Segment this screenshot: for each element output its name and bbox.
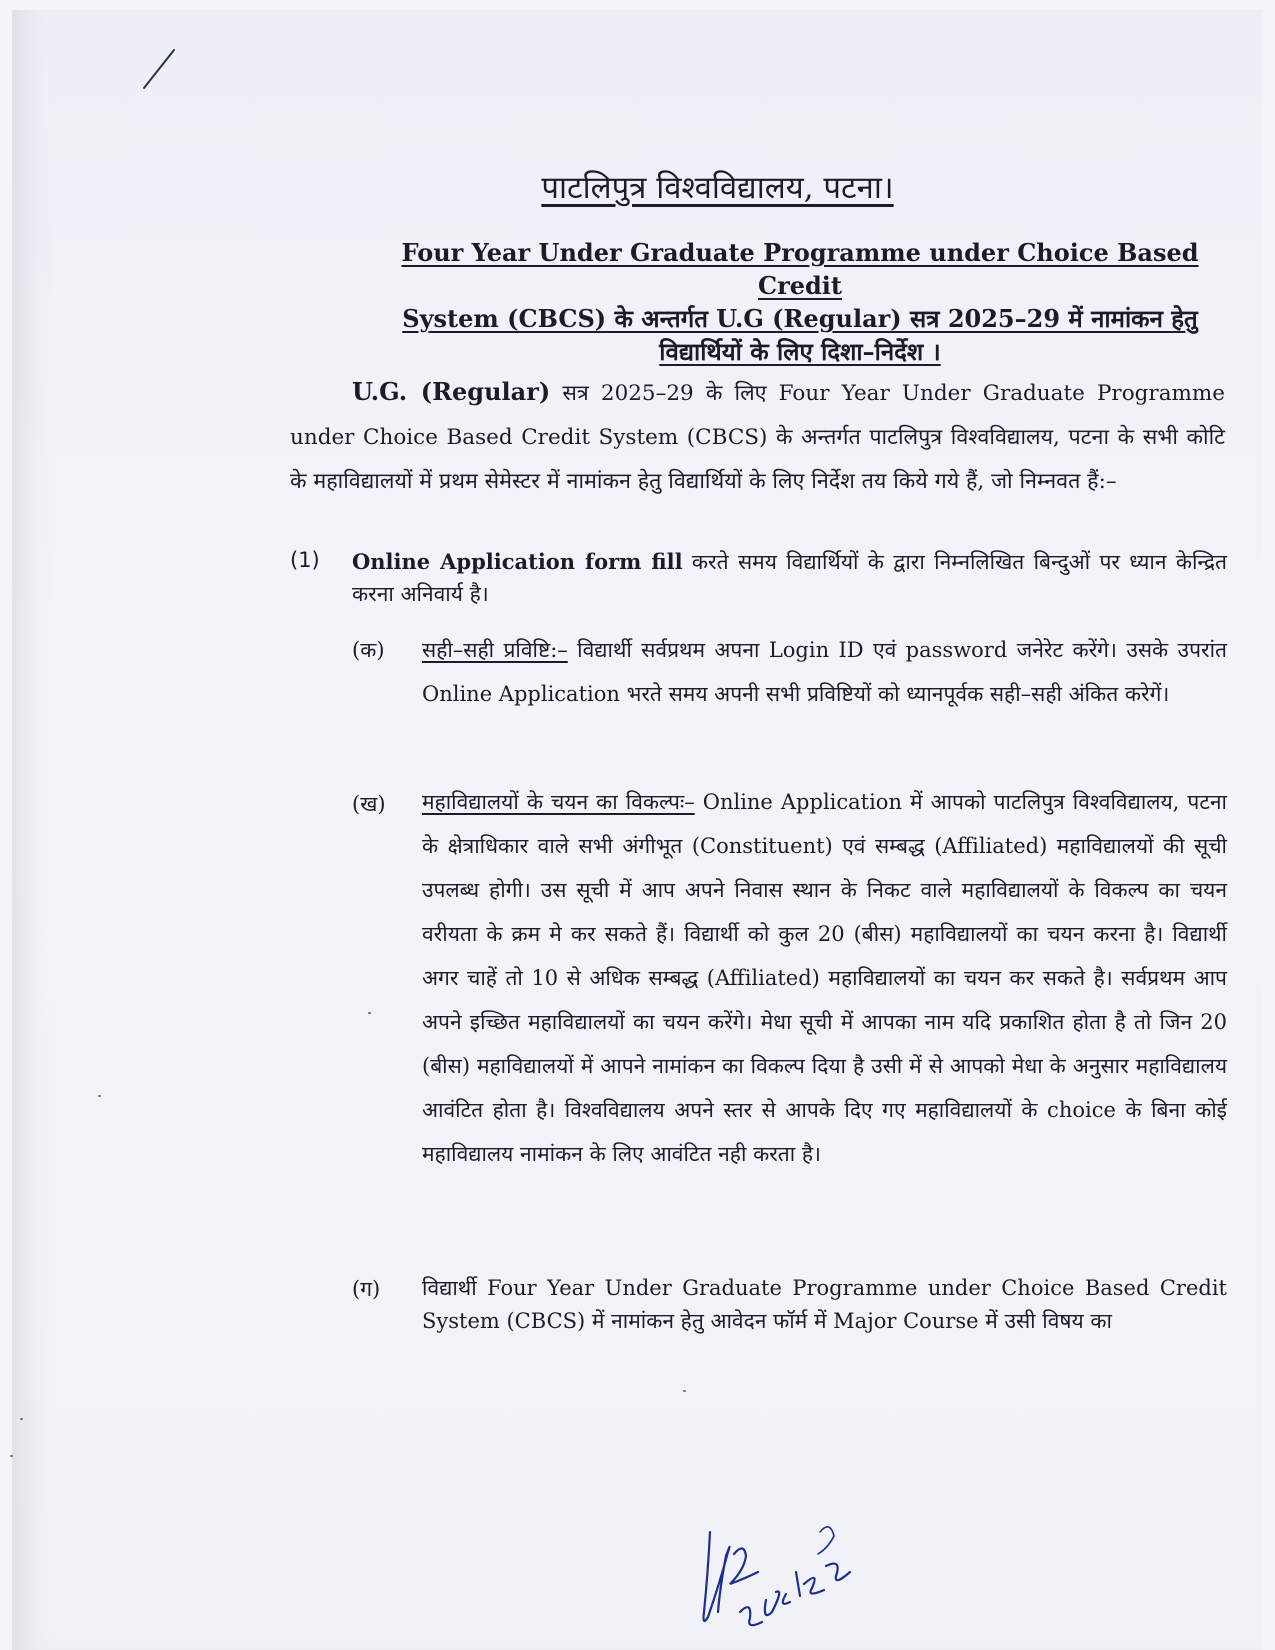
point-1-body: करते समय विद्यार्थियों के द्वारा निम्नलिखित बिन्दुओं पर ध्यान केन्द्रित करना अनिवार्य है।	[352, 550, 1227, 606]
subpoint-text: विद्यार्थी सर्वप्रथम अपना Login ID एवं password जनेरेट करेंगे। उसके उपरांत Online Application भरते समय अपनी सभी प्रविष्टियों को ध्यानपूर्वक सही–सही अंकित करेगें।	[422, 638, 1227, 706]
document-title	[0, 166, 1275, 208]
subpoint-ka	[422, 628, 1227, 716]
document-subtitle	[370, 236, 1230, 368]
subpoint-kha	[422, 780, 1227, 1176]
subpoint-text: विद्यार्थी Four Year Under Graduate Programme under Choice Based Credit System (CBCS) में नामांकन हेतु आवेदन फॉर्म में Major Course में उसी विषय का	[422, 1276, 1227, 1333]
point-1-bold: Online Application form fill	[352, 549, 683, 574]
point-number: (1)	[290, 548, 320, 572]
subpoint-text: Online Application में आपको पाटलिपुत्र विश्वविद्यालय, पटना के क्षेत्राधिकार वाले सभी अंगीभूत (Constituent) एवं सम्बद्ध (Affiliated) महाविद्यालयों की सूची उपलब्ध होगी। उस सूची में आप अपने निवास स्थान के निकट वाले महाविद्यालयों के विकल्प का चयन वरीयता के क्रम मे कर सकते हैं। विद्यार्थी को कुल 20 (बीस) महाविद्यालयों का चयन करना है। विद्यार्थी अगर चाहें तो 10 से अधिक सम्बद्ध (Affiliated) महाविद्यालयों का चयन कर सकते है। सर्वप्रथम आप अपने इच्छित महाविद्यालयों का चयन करेंगे। मेधा सूची में आपका नाम यदि प्रकाशित होता है तो जिन 20 (बीस) महाविद्यालयों में आपने नामांकन का विकल्प दिया है उसी में से आपको मेधा के अनुसार महाविद्यालय आवंटित होता है। विश्वविद्यालय अपने स्तर से आपके दिए गए महाविद्यालयों के choice के बिना कोई महाविद्यालय नामांकन के लिए आवंटित नही करता है।	[422, 790, 1227, 1166]
subpoint-heading: सही–सही प्रविष्टि:–	[422, 638, 568, 662]
intro-paragraph	[290, 370, 1225, 504]
subtitle-line-1: Four Year Under Graduate Programme under Choice Based Credit	[401, 238, 1199, 300]
pen-mark	[140, 48, 180, 92]
subpoint-heading: महाविद्यालयों के चयन का विकल्पः–	[422, 790, 695, 814]
subpoint-ga	[422, 1272, 1227, 1338]
subpoint-label: (क)	[352, 638, 385, 662]
title-text: पाटलिपुत्र विश्वविद्यालय, पटना।	[541, 170, 894, 206]
intro-text: सत्र 2025–29 के लिए Four Year Under Graduate Programme under Choice Based Credit System (CBCS) के अन्तर्गत पाटलिपुत्र विश्वविद्यालय, पटना के सभी कोटि के महाविद्यालयों में प्रथम सेमेस्टर में नामांकन हेतु विद्यार्थियों के लिए निर्देश तय किये गये हैं, जो निम्नवत हैं:–	[290, 381, 1226, 494]
subpoint-label: (ख)	[352, 792, 386, 816]
subpoint-label: (ग)	[352, 1277, 381, 1301]
intro-lead: U.G. (Regular)	[352, 377, 551, 406]
subtitle-line-2: System (CBCS) के अन्तर्गत U.G (Regular) सत्र 2025–29 में नामांकन हेतु	[402, 304, 1198, 333]
handwritten-signature	[700, 1492, 900, 1642]
point-1-text	[352, 546, 1227, 610]
subtitle-line-3: विद्यार्थियों के लिए दिशा–निर्देश ।	[659, 337, 941, 366]
